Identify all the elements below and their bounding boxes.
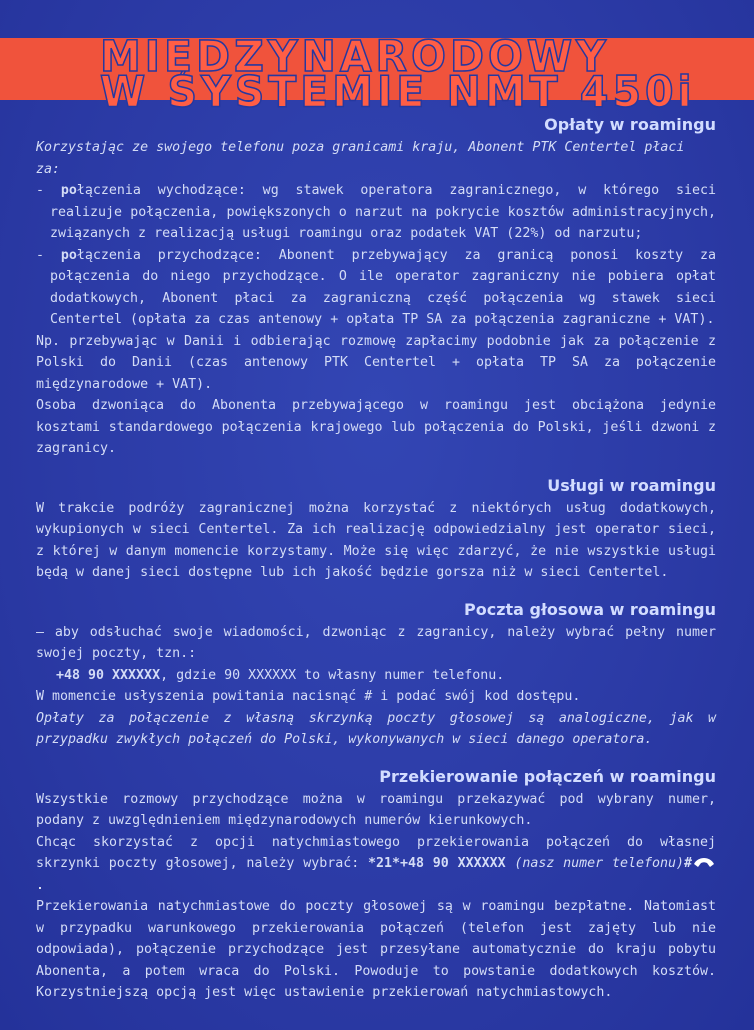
item-lead: po <box>60 247 77 263</box>
title-line-2: W SYSTEMIE NMT 450i <box>100 66 696 118</box>
voicemail-number-suffix: , gdzie 90 XXXXXX to własny numer telefonu. <box>160 667 505 683</box>
document-body <box>36 113 716 1004</box>
forwarding-end-dot: . <box>36 877 45 893</box>
voicemail-number: +48 90 XXXXXX <box>56 667 161 683</box>
forwarding-text-2-line <box>36 832 716 897</box>
section-roaming-fees <box>36 113 716 460</box>
forwarding-code-note: (nasz numer telefonu) <box>505 856 684 871</box>
fees-item-outgoing <box>36 180 716 245</box>
forwarding-text-3: Przekierowania natychmiastowe do poczty głosowej są w roamingu bezpłatne. Natomiast w przypadku warunkowego przekierowania połączeń (telefon jest zajęty lub nie odpowiada), połączenie przychodzące jest przesyłane automatycznie do kraju pobytu Abonenta, a potem wraca do Polski. Powoduje to powstanie dodatkowych kosztów. Korzystniejszą opcją jest więc ustawienie przekierowań natychmiastowych. <box>36 899 716 1000</box>
voicemail-number-line <box>36 665 716 687</box>
phone-handset-icon <box>692 855 716 869</box>
section-roaming-services <box>36 474 716 584</box>
list-dash: - <box>36 183 45 198</box>
forwarding-text-2: Chcąc skorzystać z opcji natychmiastowego przekierowania połączeń do własnej skrzynki poczty głosowej, należy wybrać: <box>36 834 716 871</box>
list-dash: - <box>36 247 45 263</box>
fees-item-incoming <box>36 245 716 331</box>
item-text: łączenia przychodzące: Abonent przebywający za granicą ponosi koszty za połączenia do niego przychodzące. O ile operator zagraniczny nie pobiera opłat dodatkowych, Abonent płaci za zagraniczną część połączenia wg stawek sieci Centertel (opłata za czas antenowy + opłata TP SA za połączenia zagraniczne + VAT). <box>50 247 716 327</box>
fees-intro: Korzystając ze swojego telefonu poza granicami kraju, Abonent PTK Centertel płaci za: <box>36 140 685 177</box>
section-voicemail <box>36 598 716 751</box>
voicemail-text-2: W momencie usłyszenia powitania nacisnąć # i podać swój kod dostępu. <box>36 689 581 704</box>
section-heading-services: Usługi w roamingu <box>547 475 716 495</box>
section-heading-forwarding: Przekierowanie połączeń w roamingu <box>379 766 716 786</box>
forwarding-hash: # <box>684 856 693 871</box>
fees-caller-note: Osoba dzwoniąca do Abonenta przebywającego w roamingu jest obciążona jedynie kosztami standardowego połączenia krajowego lub połączenia do Polski, jeśli dzwoni z zagranicy. <box>36 398 716 456</box>
section-heading-fees: Opłaty w roamingu <box>544 115 716 134</box>
voicemail-text-3: Opłaty za połączenie z własną skrzynką poczty głosowej są analogiczne, jak w przypadku zwykłych połączeń do Polski, wykonywanych w sieci danego operatora. <box>36 710 716 747</box>
services-text: W trakcie podróży zagranicznej można korzystać z niektórych usług dodatkowych, wykupionych w sieci Centertel. Za ich realizację odpowiedzialny jest operator sieci, z której w danym momencie korzystamy. Może się więc zdarzyć, że nie wszystkie usługi będą w danej sieci dostępne lub ich jakość będzie gorsza niż w sieci Centertel. <box>36 500 716 580</box>
forwarding-code: *21*+48 90 XXXXXX <box>368 856 506 871</box>
item-text: łączenia wychodzące: wg stawek operatora zagranicznego, w którego sieci realizuje połączenia, powiększonych o narzut na pokrycie kosztów administracyjnych, związanych z realizacją usługi roamingu oraz podatek VAT (22%) od narzutu; <box>50 183 716 241</box>
page-title <box>100 30 696 118</box>
title-line-1: MIĘDZYNARODOWY <box>100 30 610 82</box>
item-lead: po <box>60 183 77 198</box>
section-forwarding <box>36 765 716 1004</box>
section-heading-voicemail: Poczta głosowa w roamingu <box>464 599 716 619</box>
fees-example: Np. przebywając w Danii i odbierając rozmowę zapłacimy podobnie jak za połączenie z Polski do Danii (czas antenowy PTK Centertel + opłata TP SA za połączenie międzynarodowe + VAT). <box>36 333 716 392</box>
voicemail-text-1: – aby odsłuchać swoje wiadomości, dzwoniąc z zagranicy, należy wybrać pełny numer swojej poczty, tzn.: <box>36 624 716 661</box>
forwarding-text-1: Wszystkie rozmowy przychodzące można w roamingu przekazywać pod wybrany numer, podany z uwzględnieniem międzynarodowych numerów kierunkowych. <box>36 791 716 828</box>
